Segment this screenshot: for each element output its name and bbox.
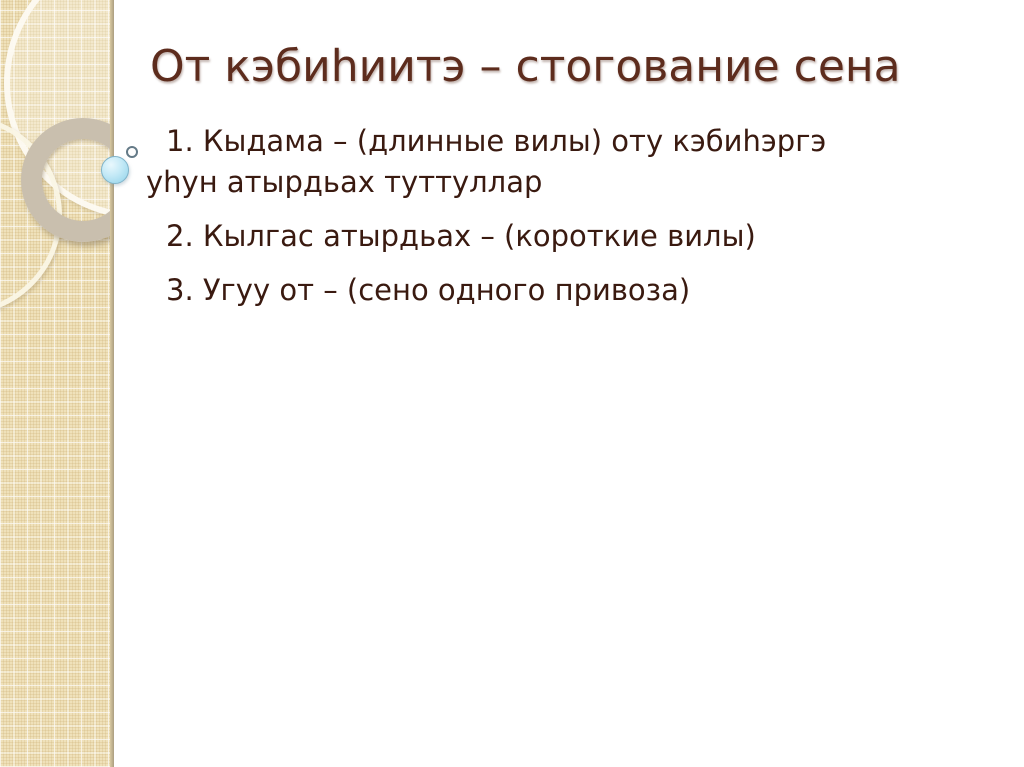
list-item-2: 2. Кылгас атырдьах – (короткие вилы)	[166, 219, 756, 253]
list-item-1: 1. Кыдама – (длинные вилы) оту кэбиһэргэ уһун атырдьах туттуллар	[146, 124, 827, 199]
small-circle-decoration-icon	[126, 146, 138, 158]
slide-title: От кэбиһиитэ – стогование сена	[150, 41, 901, 92]
list-item-3: 3. Угуу от – (сено одного привоза)	[166, 273, 691, 307]
sidebar-edge-strip	[110, 0, 114, 767]
blue-sphere-decoration-icon	[101, 156, 129, 184]
slide-body	[146, 121, 856, 324]
sidebar-texture-panel	[0, 0, 110, 767]
